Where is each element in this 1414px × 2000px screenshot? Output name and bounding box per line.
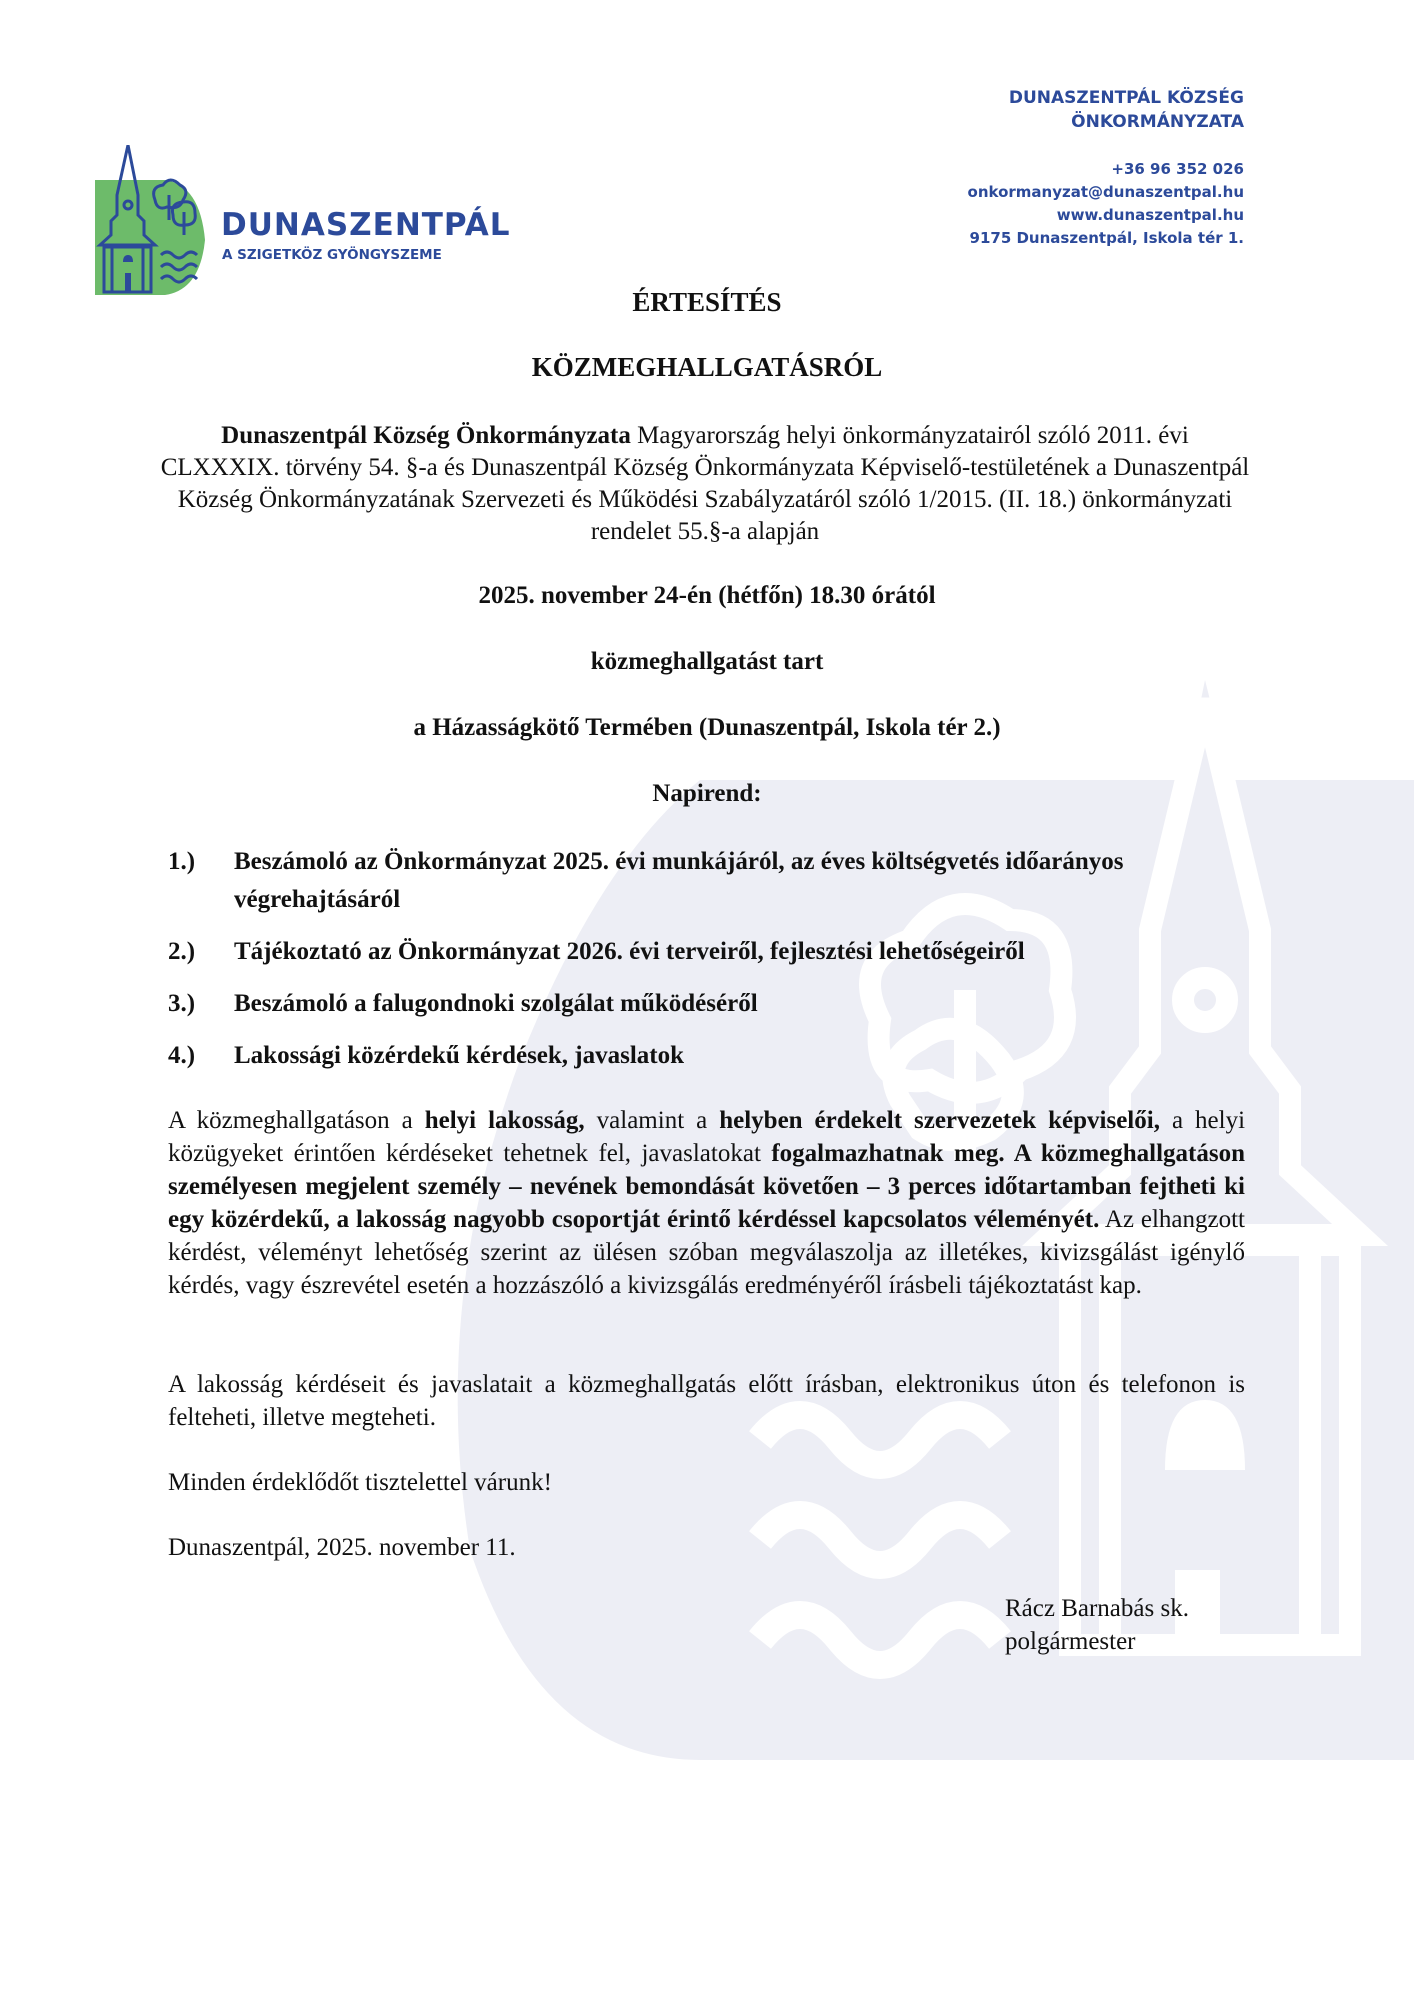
logo-title: DUNASZENTPÁL (221, 207, 511, 243)
intro-paragraph (160, 420, 1250, 548)
organization-name: DUNASZENTPÁL KÖZSÉG ÖNKORMÁNYZATA (1008, 88, 1244, 132)
agenda-item-text: Beszámoló az Önkormányzat 2025. évi munkájáról, az éves költségvetés időarányos végrehajtásáról (234, 848, 1124, 913)
participation-paragraph: A közmeghallgatáson a helyi lakosság, valamint a helyben érdekelt szervezetek képviselői, a helyi közügyeket érintően kérdéseket tehetnek fel, javaslatokat fogalmazhatnak meg. A közmeghallgatáson személyesen megjelent személy – nevének bemondását követően – 3 perces időtartamban fejtheti ki egy közérdekű, a lakosság nagyobb csoportját érintő kérdéssel kapcsolatos véleményét. Az elhangzott kérdést, véleményt lehetőség szerint az ülésen szóban megválaszolja az illetékes, kivizsgálást igénylő kérdés, vagy észrevétel esetén a hozzászóló a kivizsgálás eredményéről írásbeli tájékoztatást kap. (168, 1107, 1246, 1299)
municipality-logo (95, 145, 511, 305)
meeting-date-time: 2025. november 24-én (hétfőn) 18.30 órától (478, 582, 936, 609)
signatory-name: Rácz Barnabás sk. (1005, 1595, 1189, 1622)
agenda-item-number: 3.) (168, 990, 196, 1017)
church-trees-waves-logo-icon (95, 145, 215, 295)
agenda-item (168, 843, 1248, 919)
signatory-title: polgármester (1005, 1628, 1136, 1655)
contact-block (968, 86, 1244, 250)
logo-tagline: A SZIGETKÖZ GYÖNGYSZEME (222, 247, 442, 263)
agenda-item-text: Beszámoló a falugondnoki szolgálat működéséről (234, 990, 758, 1017)
submission-paragraph: A lakosság kérdéseit és javaslatait a közmeghallgatás előtt írásban, elektronikus úton és telefonon is felteheti, illetve megteheti. (168, 1371, 1245, 1431)
agenda-item-number: 2.) (168, 938, 196, 965)
agenda-item-text: Lakossági közérdekű kérdések, javaslatok (234, 1042, 685, 1069)
agenda-item-number: 1.) (168, 848, 196, 875)
document-title: ÉRTESÍTÉS (632, 287, 782, 317)
phone-number: +36 96 352 026 (1111, 160, 1244, 178)
intro-bold-lead: Dunaszentpál Község Önkormányzata (221, 422, 631, 449)
place-and-date: Dunaszentpál, 2025. november 11. (168, 1534, 516, 1561)
document-subtitle: KÖZMEGHALLGATÁSRÓL (531, 352, 883, 382)
meeting-action: közmeghallgatást tart (590, 648, 824, 675)
website-link[interactable]: www.dunaszentpal.hu (1056, 206, 1244, 224)
intro-text: Magyarország helyi önkormányzatairól szóló 2011. évi CLXXXIX. törvény 54. §-a és Dunaszentpál Község Önkormányzata Képviselő-testületének a Dunaszentpál Község Önkormányzatának Szervezeti és Működési Szabályzatáról szóló 1/2015. (II. 18.) önkormányzati rendelet 55.§-a alapján (160, 422, 1250, 545)
agenda-item (168, 1037, 1248, 1075)
agenda-item (168, 933, 1248, 971)
agenda-item-number: 4.) (168, 1042, 196, 1069)
meeting-location: a Házasságkötő Termében (Dunaszentpál, Iskola tér 2.) (413, 714, 1001, 741)
agenda-heading: Napirend: (652, 780, 762, 807)
agenda-item (168, 985, 1248, 1023)
email-link[interactable]: onkormanyzat@dunaszentpal.hu (967, 183, 1244, 201)
closing-line: Minden érdeklődőt tisztelettel várunk! (168, 1469, 552, 1496)
signature-block (1005, 1592, 1189, 1658)
postal-address: 9175 Dunaszentpál, Iskola tér 1. (969, 229, 1244, 247)
agenda-list (168, 843, 1248, 1089)
agenda-item-text: Tájékoztató az Önkormányzat 2026. évi terveiről, fejlesztési lehetőségeiről (234, 938, 1025, 965)
